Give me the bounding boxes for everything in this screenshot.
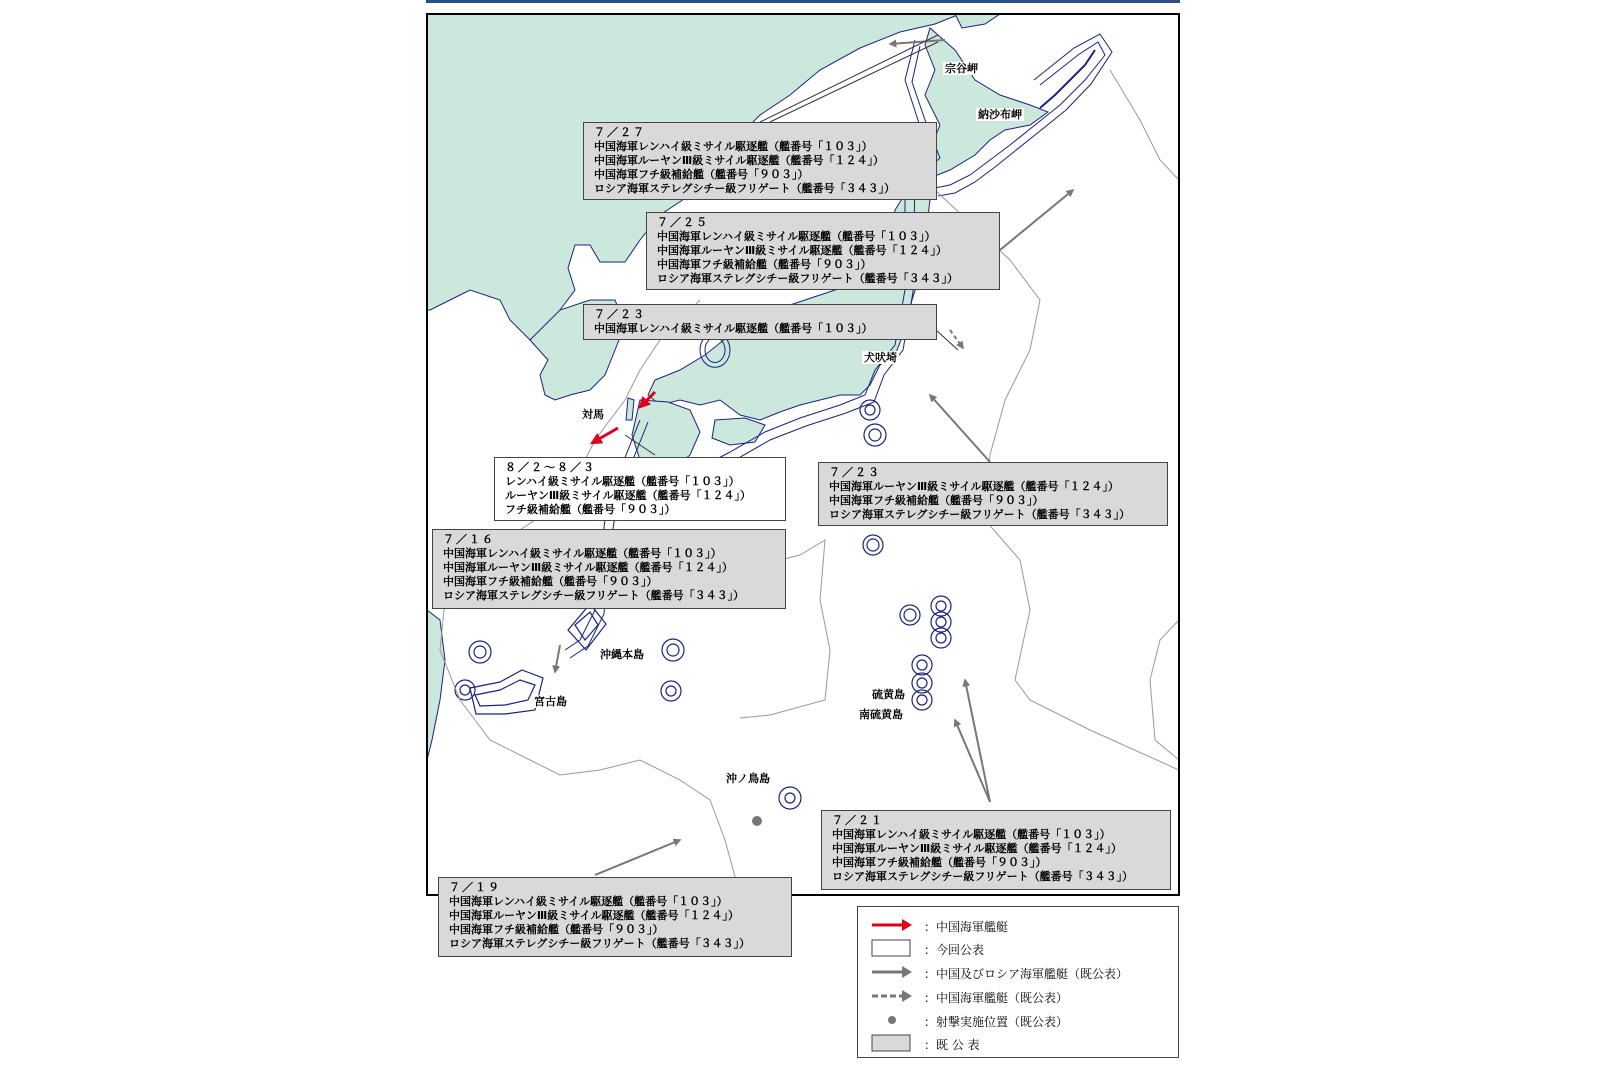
info-box-line: ロシア海軍ステレグシチー級フリゲート（艦番号「３４３」）: [832, 870, 1134, 883]
info-box-line: 中国海軍フチ級補給艦（艦番号「９０３」）: [829, 494, 1044, 507]
info-box-date: ７／２３: [594, 308, 646, 321]
info-box-date: ７／２５: [657, 216, 709, 229]
firing-dot-icon: [868, 1010, 914, 1030]
info-box-line: ロシア海軍ステレグシチー級フリゲート（艦番号「３４３」）: [449, 937, 751, 950]
label-miyako: 宮古島: [534, 695, 567, 708]
info-box-line: 中国海軍ルーヤンⅢ級ミサイル駆逐艦（艦番号「１２４」）: [832, 842, 1123, 855]
info-box-line: 中国海軍レンハイ級ミサイル駆逐艦（艦番号「１０３」）: [594, 322, 873, 335]
firing-position-dot: [752, 816, 762, 826]
info-box-line: レンハイ級ミサイル駆逐艦（艦番号「１０３」）: [505, 475, 740, 488]
info-box-date: ７／２１: [832, 814, 884, 827]
info-box-0727: [583, 122, 937, 200]
info-box-line: フチ級補給艦（艦番号「９０３」）: [505, 503, 676, 516]
red-arrow-icon: [868, 915, 914, 935]
label-tsushima: 対馬: [582, 408, 604, 421]
info-box-line: 中国海軍フチ級補給艦（艦番号「９０３」）: [594, 168, 809, 181]
legend-text: ：今回公表: [924, 943, 985, 957]
legend-row-gray-arrow: [858, 962, 1178, 982]
gray-arrow-icon: [868, 962, 914, 982]
legend-row-dot: [858, 1010, 1178, 1030]
label-minami-iwo: 南硫黄島: [859, 708, 903, 721]
label-iwo: 硫黄島: [872, 688, 905, 701]
legend-text: ：中国海軍艦艇: [924, 920, 1009, 934]
info-box-line: ロシア海軍ステレグシチー級フリゲート（艦番号「３４３」）: [443, 589, 745, 602]
info-box-line: 中国海軍ルーヤンⅢ級ミサイル駆逐艦（艦番号「１２４」）: [829, 480, 1120, 493]
info-box-line: 中国海軍フチ級補給艦（艦番号「９０３」）: [657, 258, 872, 271]
info-box-0725: [646, 212, 1000, 290]
legend-text: ：中国及びロシア海軍艦艇（既公表）: [924, 967, 1129, 981]
legend-row-red-arrow: [858, 915, 1178, 935]
info-box-line: 中国海軍レンハイ級ミサイル駆逐艦（艦番号「１０３」）: [832, 828, 1111, 841]
legend-row-dashed-arrow: [858, 986, 1178, 1006]
info-box-0719: [438, 877, 792, 957]
info-box-line: ロシア海軍ステレグシチー級フリゲート（艦番号「３４３」）: [829, 508, 1131, 521]
info-box-line: 中国海軍レンハイ級ミサイル駆逐艦（艦番号「１０３」）: [594, 140, 873, 153]
legend-text: ：中国海軍艦艇（既公表）: [924, 991, 1069, 1005]
info-box-line: 中国海軍レンハイ級ミサイル駆逐艦（艦番号「１０３」）: [657, 230, 936, 243]
white-box-icon: [868, 938, 914, 958]
legend-row-white-box: [858, 938, 1178, 958]
info-box-line: 中国海軍フチ級補給艦（艦番号「９０３」）: [832, 856, 1047, 869]
info-box-line: 中国海軍フチ級補給艦（艦番号「９０３」）: [449, 923, 664, 936]
info-box-line: ルーヤンⅢ級ミサイル駆逐艦（艦番号「１２４」）: [505, 489, 752, 502]
info-box-date: ８／２～８／３: [505, 461, 596, 474]
info-box-0723-b: [818, 462, 1168, 526]
info-box-date: ７／１９: [449, 881, 501, 894]
label-soya: 宗谷岬: [945, 62, 978, 75]
legend-text: ：射撃実施位置（既公表）: [924, 1015, 1069, 1029]
gray-box-icon: [868, 1033, 914, 1053]
info-box-line: 中国海軍ルーヤンⅢ級ミサイル駆逐艦（艦番号「１２４」）: [657, 244, 948, 257]
info-box-line: ロシア海軍ステレグシチー級フリゲート（艦番号「３４３」）: [594, 182, 896, 195]
dashed-arrow-icon: [868, 986, 914, 1006]
info-box-line: 中国海軍レンハイ級ミサイル駆逐艦（艦番号「１０３」）: [443, 547, 722, 560]
legend: [857, 906, 1179, 1058]
tsushima-island: [626, 398, 634, 420]
info-box-line: 中国海軍ルーヤンⅢ級ミサイル駆逐艦（艦番号「１２４」）: [594, 154, 885, 167]
label-okinawa: 沖縄本島: [600, 648, 644, 661]
info-box-date: ７／２７: [594, 126, 646, 139]
info-box-0721: [821, 810, 1171, 890]
info-box-line: ロシア海軍ステレグシチー級フリゲート（艦番号「３４３」）: [657, 272, 959, 285]
info-box-date: ７／２３: [829, 466, 881, 479]
info-box-line: 中国海軍フチ級補給艦（艦番号「９０３」）: [443, 575, 658, 588]
info-box-0716: [432, 529, 786, 609]
legend-row-gray-box: [858, 1033, 1178, 1053]
label-nosappu: 納沙布岬: [978, 108, 1022, 121]
info-box-line: 中国海軍レンハイ級ミサイル駆逐艦（艦番号「１０３」）: [449, 895, 728, 908]
info-box-0802: [494, 457, 786, 521]
legend-text: ：既 公 表: [924, 1038, 980, 1052]
label-okinotori: 沖ノ鳥島: [726, 772, 770, 785]
info-box-0723-a: [583, 304, 937, 340]
info-box-line: 中国海軍ルーヤンⅢ級ミサイル駆逐艦（艦番号「１２４」）: [449, 909, 740, 922]
label-inubo: 犬吠埼: [864, 351, 897, 364]
info-box-line: 中国海軍ルーヤンⅢ級ミサイル駆逐艦（艦番号「１２４」）: [443, 561, 734, 574]
info-box-date: ７／１６: [443, 533, 495, 546]
